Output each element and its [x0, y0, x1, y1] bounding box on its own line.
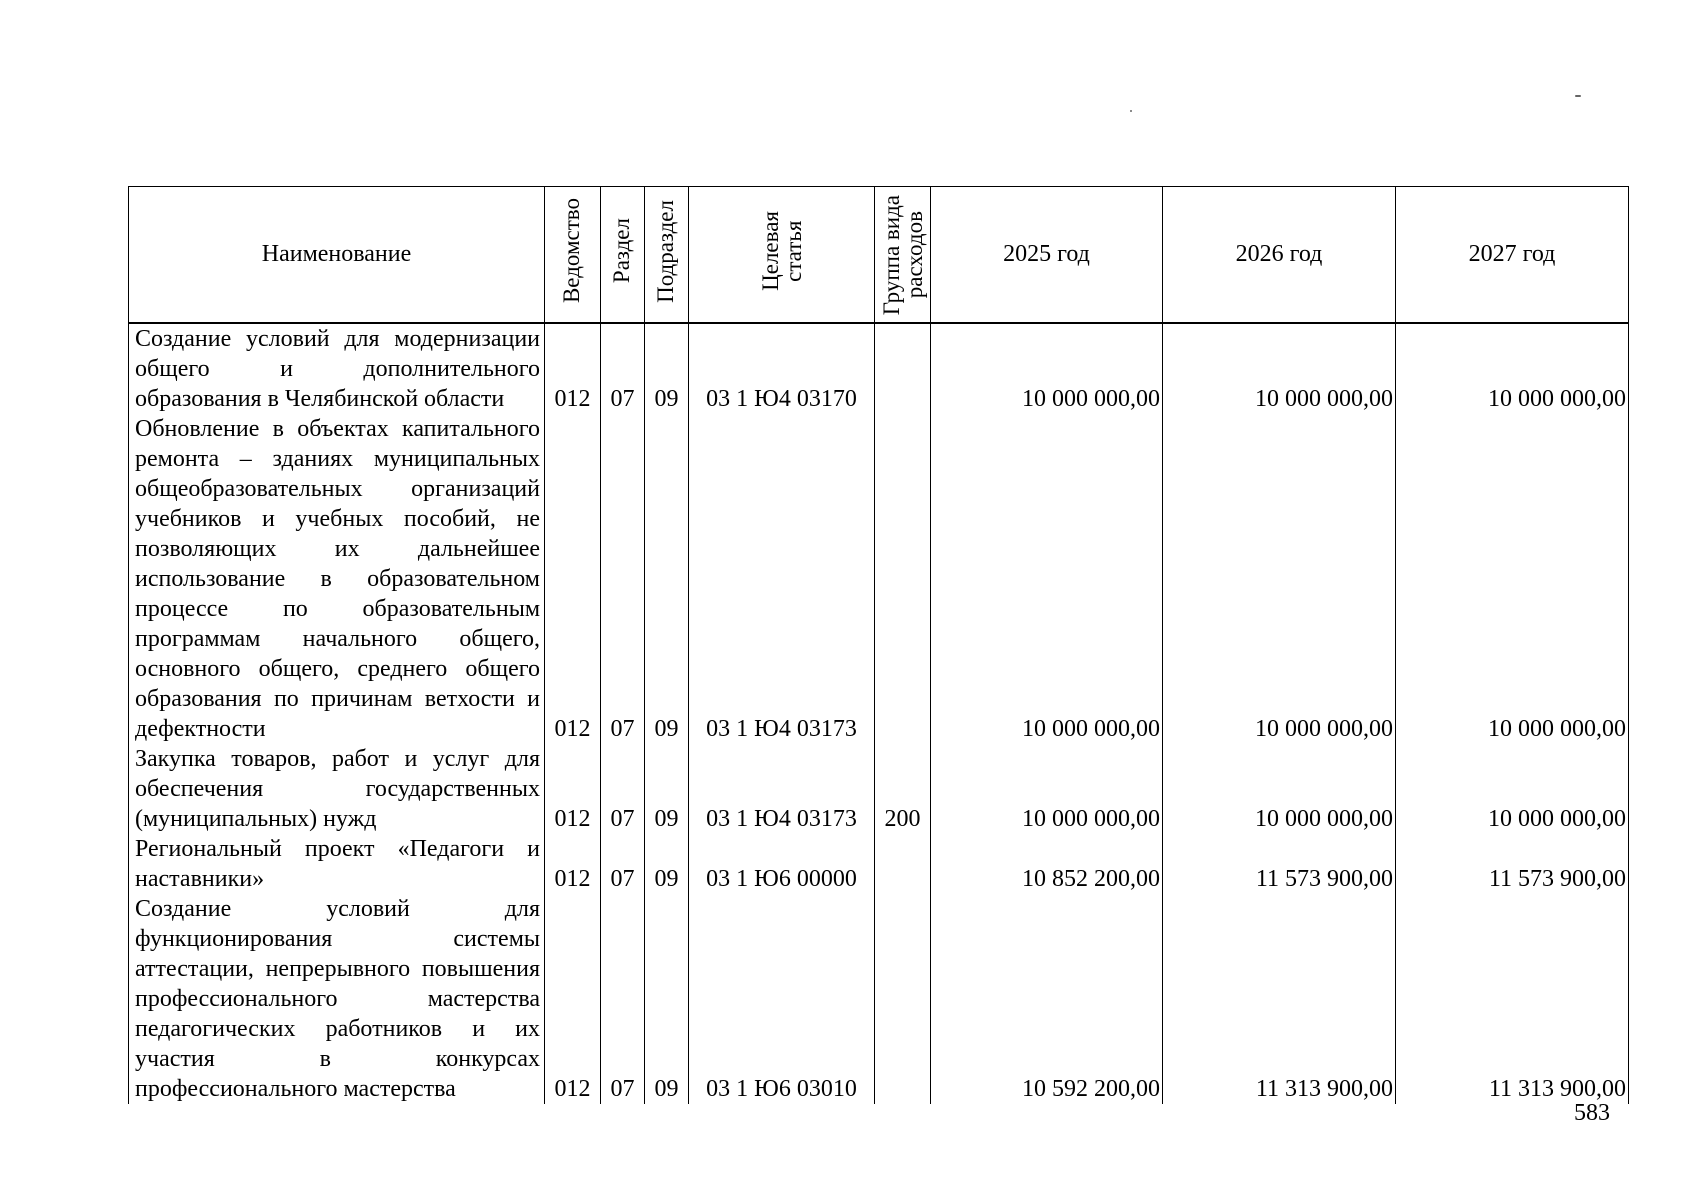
row-target-item: 03 1 Ю6 00000	[689, 834, 875, 894]
row-expense-group	[875, 834, 931, 894]
row-section: 07	[601, 744, 645, 834]
row-subsection: 09	[645, 834, 689, 894]
row-section: 07	[601, 894, 645, 1104]
row-section: 07	[601, 834, 645, 894]
row-amount-2026: 11 313 900,00	[1163, 894, 1396, 1104]
row-subsection: 09	[645, 744, 689, 834]
row-name: Создание условий для модернизации общего и дополнительного образования в Челябинской области	[129, 323, 545, 414]
row-amount-2027: 11 573 900,00	[1396, 834, 1629, 894]
row-target-item: 03 1 Ю4 03173	[689, 744, 875, 834]
table-row	[129, 414, 1629, 744]
row-department: 012	[545, 744, 601, 834]
row-amount-2027: 10 000 000,00	[1396, 323, 1629, 414]
header-section: Раздел	[601, 187, 645, 324]
row-amount-2027: 10 000 000,00	[1396, 744, 1629, 834]
page-number: 583	[1574, 1100, 1610, 1126]
row-amount-2026: 10 000 000,00	[1163, 323, 1396, 414]
row-amount-2026: 10 000 000,00	[1163, 744, 1396, 834]
row-section: 07	[601, 414, 645, 744]
header-subsection: Подраздел	[645, 187, 689, 324]
row-department: 012	[545, 323, 601, 414]
row-department: 012	[545, 834, 601, 894]
header-year-2027: 2027 год	[1396, 187, 1629, 324]
scan-dust-mark	[1130, 110, 1132, 112]
budget-table	[128, 186, 1629, 1104]
scan-dust-mark	[1575, 95, 1581, 97]
row-name: Закупка товаров, работ и услуг для обеспечения государственных (муниципальных) нужд	[129, 744, 545, 834]
header-name: Наименование	[129, 187, 545, 324]
row-target-item: 03 1 Ю4 03173	[689, 414, 875, 744]
row-expense-group: 200	[875, 744, 931, 834]
row-amount-2025: 10 592 200,00	[931, 894, 1163, 1104]
header-expense-group: Группа вида расходов	[875, 187, 931, 324]
row-expense-group	[875, 414, 931, 744]
row-amount-2027: 11 313 900,00	[1396, 894, 1629, 1104]
row-department: 012	[545, 414, 601, 744]
row-expense-group	[875, 894, 931, 1104]
row-amount-2026: 10 000 000,00	[1163, 414, 1396, 744]
table-header-row	[129, 187, 1629, 324]
table-row	[129, 323, 1629, 414]
row-subsection: 09	[645, 414, 689, 744]
row-name: Обновление в объектах капитального ремонта – зданиях муниципальных общеобразовательных организаций учебников и учебных пособий, не позволяющих их дальнейшее использование в образовательном процессе по образовательным программам начального общего, основного общего, среднего общего образования по причинам ветхости и дефектности	[129, 414, 545, 744]
table-row	[129, 744, 1629, 834]
table-row	[129, 834, 1629, 894]
header-year-2025: 2025 год	[931, 187, 1163, 324]
header-year-2026: 2026 год	[1163, 187, 1396, 324]
row-amount-2025: 10 000 000,00	[931, 323, 1163, 414]
row-amount-2026: 11 573 900,00	[1163, 834, 1396, 894]
table-row	[129, 894, 1629, 1104]
row-amount-2025: 10 000 000,00	[931, 744, 1163, 834]
row-subsection: 09	[645, 894, 689, 1104]
row-amount-2027: 10 000 000,00	[1396, 414, 1629, 744]
row-amount-2025: 10 000 000,00	[931, 414, 1163, 744]
row-amount-2025: 10 852 200,00	[931, 834, 1163, 894]
row-target-item: 03 1 Ю4 03170	[689, 323, 875, 414]
row-target-item: 03 1 Ю6 03010	[689, 894, 875, 1104]
header-department: Ведомство	[545, 187, 601, 324]
row-department: 012	[545, 894, 601, 1104]
row-subsection: 09	[645, 323, 689, 414]
header-target-item: Целевая статья	[689, 187, 875, 324]
row-expense-group	[875, 323, 931, 414]
row-name: Создание условий для функционирования системы аттестации, непрерывного повышения профессионального мастерства педагогических работников и их участия в конкурсах профессионального мастерства	[129, 894, 545, 1104]
row-name: Региональный проект «Педагоги и наставники»	[129, 834, 545, 894]
row-section: 07	[601, 323, 645, 414]
